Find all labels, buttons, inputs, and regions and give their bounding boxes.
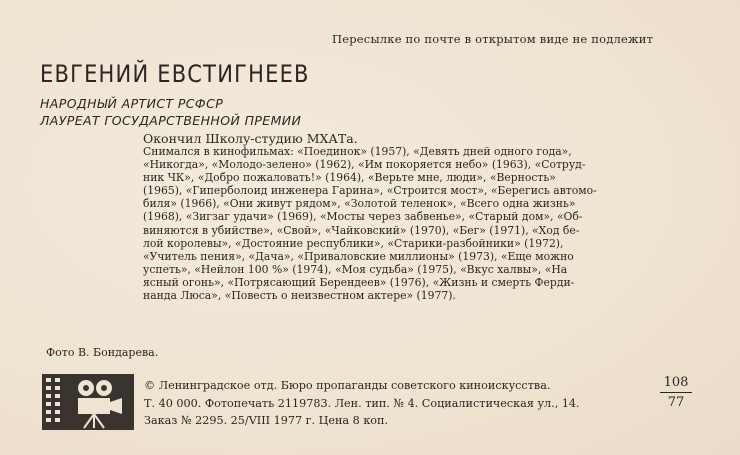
catalog-numerator: 108 <box>663 375 689 390</box>
filmography-line: нанда Люса», «Повесть о неизвестном актере» (1977). <box>143 289 456 303</box>
catalog-number <box>660 375 692 410</box>
filmography <box>143 145 693 302</box>
filmography-line: ник ЧК», «Добро пожаловать!» (1964), «Верьте мне, люди», «Верность» <box>143 171 556 185</box>
filmography-line: виняются в убийстве», «Свой», «Чайковский» (1970), «Бег» (1971), «Ход бе- <box>143 223 580 237</box>
imprint-line: Заказ № 2295. 25/VIII 1977 г. Цена 8 коп. <box>144 414 389 427</box>
filmography-line: Снимался в кинофильмах: «Поединок» (1957), «Девять дней одного года», <box>143 145 572 158</box>
title-line: НАРОДНЫЙ АРТИСТ РСФСР <box>40 96 224 111</box>
fraction-divider <box>660 392 692 393</box>
actor-name: ЕВГЕНИЙ ЕВСТИГНЕЕВ <box>40 60 310 88</box>
filmography-line: ясный огонь», «Потрясающий Берендеев» (1976), «Жизнь и смерть Ферди- <box>143 275 575 289</box>
filmography-line: успеть», «Нейлон 100 %» (1974), «Моя судьба» (1975), «Вкус халвы», «На <box>143 262 568 276</box>
filmography-line: лой королевы», «Достояние республики», «Старики-разбойники» (1972), <box>143 236 564 250</box>
filmography-line: биля» (1966), «Они живут рядом», «Золотой теленок», «Всего одна жизнь» <box>143 197 576 211</box>
imprint-line: Т. 40 000. Фотопечать 2119783. Лен. тип. № 4. Социалистическая ул., 14. <box>144 396 580 410</box>
filmography-line: «Учитель пения», «Дача», «Приваловские миллионы» (1973), «Еще можно <box>143 249 574 263</box>
photo-credit: Фото В. Бондарева. <box>46 346 159 359</box>
publisher-imprint <box>144 377 580 430</box>
postal-notice: Пересылке по почте в открытом виде не подлежит <box>332 32 654 46</box>
education-line: Окончил Школу-студию МХАТа. <box>143 131 358 146</box>
honorary-titles <box>40 95 301 129</box>
filmography-line: (1968), «Зигзаг удачи» (1969), «Мосты через забвенье», «Старый дом», «Об- <box>143 210 583 224</box>
filmography-line: (1965), «Гиперболоид инженера Гарина», «Строится мост», «Берегись автомо- <box>143 184 597 198</box>
filmography-line: «Никогда», «Молодо-зелено» (1962), «Им покоряется небо» (1963), «Сотруд- <box>143 158 586 172</box>
catalog-denominator: 77 <box>667 395 685 410</box>
imprint-line: © Ленинградское отд. Бюро пропаганды советского киноискусства. <box>144 379 551 392</box>
film-camera-icon <box>42 374 134 430</box>
title-line: ЛАУРЕАТ ГОСУДАРСТВЕННОЙ ПРЕМИИ <box>40 113 302 128</box>
